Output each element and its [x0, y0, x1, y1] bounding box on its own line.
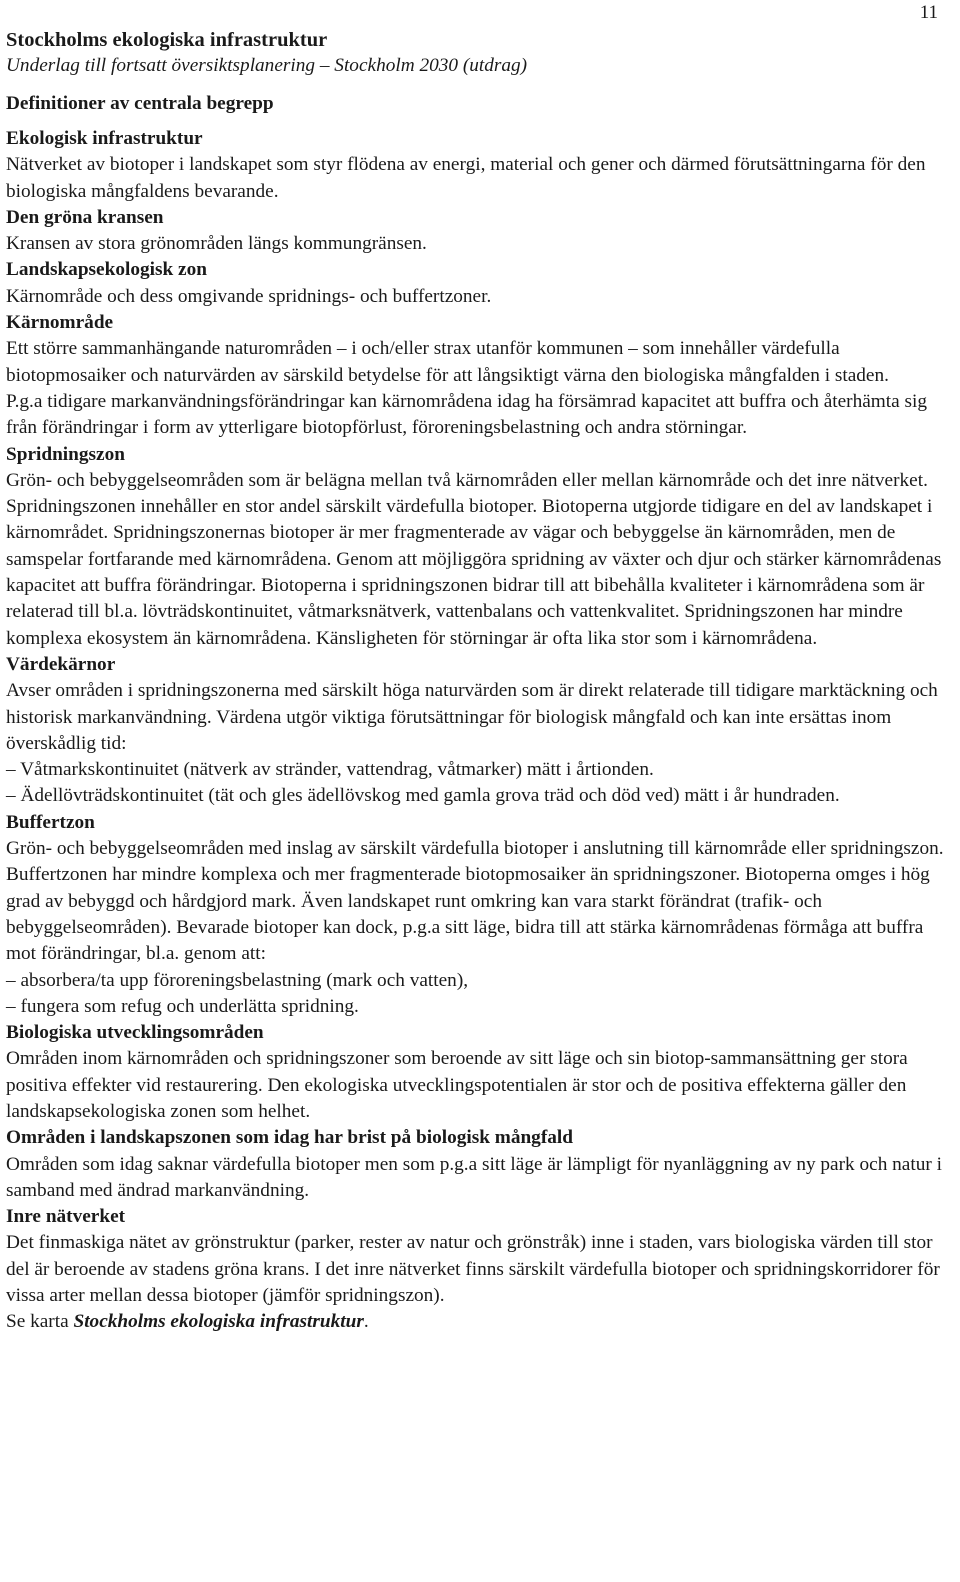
definition-paragraph: Spridningszonen innehåller en stor andel särskilt värdefulla biotoper. Biotoperna utgjorde tidigare en del av landskapet i kärnområdet. Spridningszonernas biotoper är mer fragmenterade av vägar och bebyggelse än kärnområden, men de samspelar fortfarande med kärnområdena. Genom att möjliggöra spridning av växter och djur och stärker kärnområdenas kapacitet att buffra förändringar. Biotoperna i spridningszonen bidrar till att bibehålla kvaliteter i kärnområdena som är relaterad till bl.a. lövträdskontinuitet, våtmarksnätverk, vattenbalans och vattenkvalitet. Spridningszonen har mindre komplexa ekosystem än kärnområdena. Känsligheten för störningar är ofta lika stor som i kärnområdena. — [6, 496, 942, 649]
definition-section — [6, 126, 954, 205]
dash-list-item: – Ädellövträdskontinuitet (tät och gles ädellövskog med gamla grova träd och död ved) mätt i år hundraden. — [6, 785, 840, 807]
definition-term: Ekologisk infrastruktur — [6, 128, 203, 149]
definition-term: Värdekärnor — [6, 653, 116, 675]
definition-term: Landskapsekologisk zon — [6, 259, 207, 281]
map-reference-title: Stockholms ekologiska infrastruktur — [73, 1311, 364, 1333]
definition-section — [6, 1204, 954, 1309]
definition-paragraph: Nätverket av biotoper i landskapet som styr flödena av energi, material och gener och därmed förutsättningarna för den biologiska mångfaldens bevarande. — [6, 154, 926, 202]
definition-paragraph: Områden inom kärnområden och spridningszoner som beroende av sitt läge och sin biotop-sammansättning ger stora positiva effekter vid restaurering. Den ekologiska utvecklingspotentialen är stor och de positiva effekterna gäller den landskapsekologiska zonen som helhet. — [6, 1048, 908, 1122]
definition-term: Spridningszon — [6, 443, 125, 465]
definitions-list — [6, 126, 954, 1309]
definition-paragraph: Områden som idag saknar värdefulla biotoper men som p.g.a sitt läge är lämpligt för nyanläggning av ny park och natur i samband med ändrad markanvändning. — [6, 1153, 942, 1201]
definition-paragraph: Kärnområde och dess omgivande spridnings- och buffertzoner. — [6, 285, 492, 307]
document-subtitle: Underlag till fortsatt översiktsplanering – Stockholm 2030 (utdrag) — [6, 55, 528, 76]
definition-section — [6, 442, 954, 652]
definition-term: Kärnområde — [6, 312, 114, 334]
map-reference — [6, 1309, 954, 1335]
definition-paragraph: Avser områden i spridningszonerna med särskilt höga naturvärden som är direkt relaterade till tidigare marktäckning och historisk markanvändning. Värdena utgör viktiga förutsättningar för biologisk mångfald och kan inte ersättas inom överskådlig tid: — [6, 680, 938, 754]
definition-section — [6, 310, 954, 441]
definition-section — [6, 810, 954, 1020]
definitions-heading: Definitioner av centrala begrepp — [6, 93, 274, 114]
definition-section — [6, 257, 954, 310]
definition-paragraph: Grön- och bebyggelseområden med inslag av särskilt värdefulla biotoper i anslutning till kärnområde eller spridningszon. — [6, 838, 944, 860]
definition-paragraph: Ett större sammanhängande naturområden – i och/eller strax utanför kommunen – som innehåller värdefulla biotopmosaiker och naturvärden av särskild betydelse för att långsiktigt värna den biologiska mångfalden i staden. — [6, 338, 889, 386]
definition-section — [6, 1125, 954, 1204]
definition-paragraph: Det finmaskiga nätet av grönstruktur (parker, rester av natur och grönstråk) inne i staden, vars biologiska värden till stor del är beroende av stadens gröna krans. I det inre nätverket finns särskilt värdefulla biotoper och spridningskorridorer för vissa arter mellan dessa biotoper (jämför spridningszon). — [6, 1232, 940, 1307]
definition-term: Områden i landskapszonen som idag har brist på biologisk mångfald — [6, 1127, 573, 1149]
definition-term: Biologiska utvecklingsområden — [6, 1022, 264, 1044]
definition-paragraph: Grön- och bebyggelseområden som är belägna mellan två kärnområden eller mellan kärnområde och det inre nätverket. — [6, 469, 928, 491]
dash-list-item: – Våtmarkskontinuitet (nätverk av stränder, vattendrag, våtmarker) mätt i årtionden. — [6, 759, 654, 781]
definition-section — [6, 652, 954, 810]
definition-section — [6, 205, 954, 258]
definition-section — [6, 1020, 954, 1125]
definition-paragraph: P.g.a tidigare markanvändningsförändringar kan kärnområdena idag ha försämrad kapacitet att buffra och återhämta sig från förändringar i form av ytterligare biotopförlust, föroreningsbelastning och andra störningar. — [6, 390, 928, 439]
page-number: 11 — [919, 2, 938, 23]
definition-term: Buffertzon — [6, 811, 95, 833]
definition-paragraph: Buffertzonen har mindre komplexa och mer fragmenterade biotopmosaiker än spridningszoner. Biotoperna omges i hög grad av bebyggd och hårdgjord mark. Även landskapet runt omkring kan vara starkt förändrat (trafik- och bebyggelseområden). Bevarade biotoper kan dock, p.g.a sitt läge, bidra till att stärka kärnområdenas förmåga att buffra mot förändringar, bl.a. genom att: — [6, 864, 930, 965]
map-reference-prefix: Se karta — [6, 1311, 74, 1333]
definition-paragraph: Kransen av stora grönområden längs kommungränsen. — [6, 233, 427, 255]
definition-term: Den gröna kransen — [6, 206, 164, 228]
document-page — [6, 27, 954, 1336]
document-title: Stockholms ekologiska infrastruktur — [6, 29, 328, 51]
definition-term: Inre nätverket — [6, 1206, 126, 1228]
dash-list-item: – absorbera/ta upp föroreningsbelastning (mark och vatten), — [6, 969, 469, 991]
map-reference-suffix: . — [363, 1311, 369, 1333]
dash-list-item: – fungera som refug och underlätta spridning. — [6, 995, 359, 1017]
